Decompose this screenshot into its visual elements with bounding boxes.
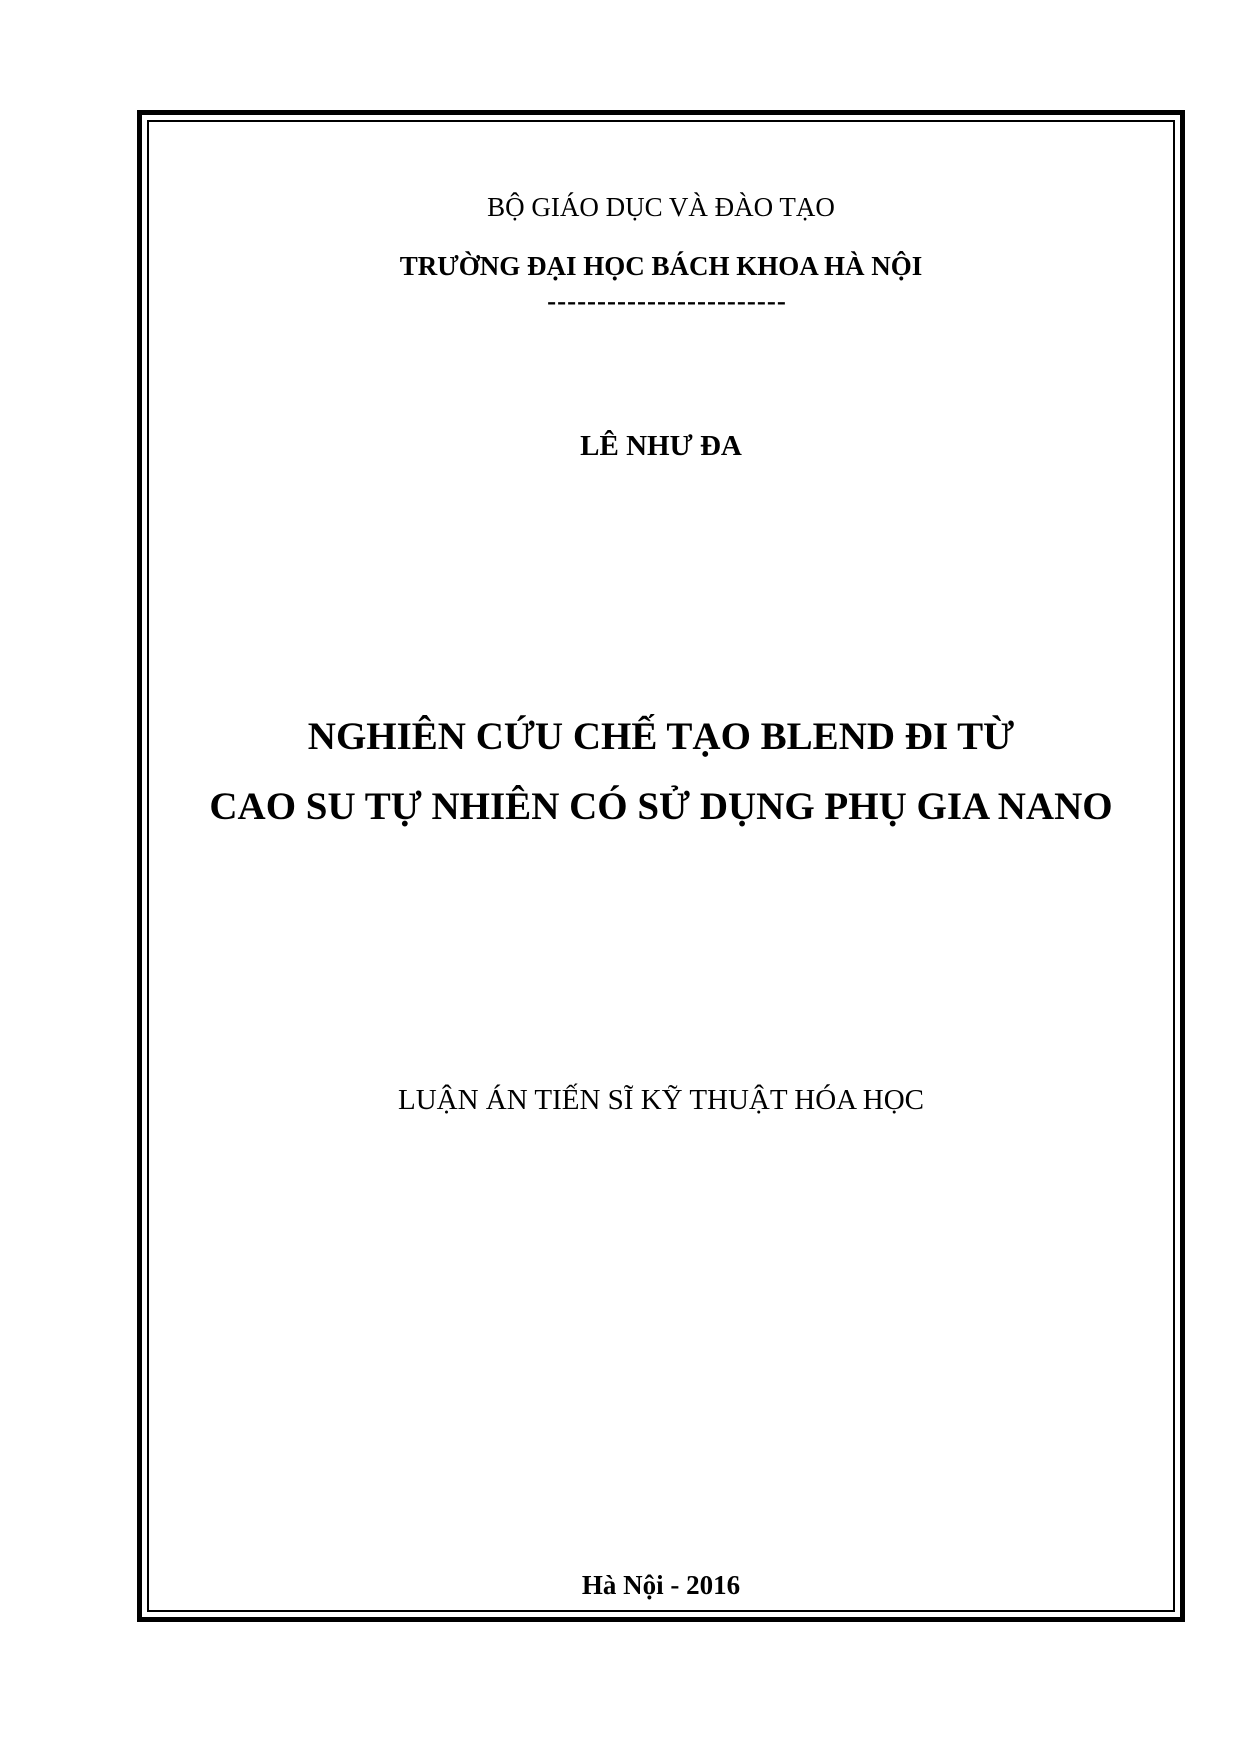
cover-border-inner	[147, 120, 1175, 1612]
thesis-title-line-2: CAO SU TỰ NHIÊN CÓ SỬ DỤNG PHỤ GIA NANO	[209, 785, 1113, 828]
author-name: LÊ NHƯ ĐA	[580, 430, 742, 462]
degree-type: LUẬN ÁN TIẾN SĨ KỸ THUẬT HÓA HỌC	[397, 1084, 925, 1116]
thesis-title-line-1: NGHIÊN CỨU CHẾ TẠO BLEND ĐI TỪ	[307, 715, 1015, 758]
university-name: TRƯỜNG ĐẠI HỌC BÁCH KHOA HÀ NỘI	[399, 251, 923, 281]
ministry-name: BỘ GIÁO DỤC VÀ ĐÀO TẠO	[487, 192, 835, 222]
place-and-year: Hà Nội - 2016	[581, 1570, 741, 1600]
header-separator: ------------------------	[547, 286, 787, 316]
